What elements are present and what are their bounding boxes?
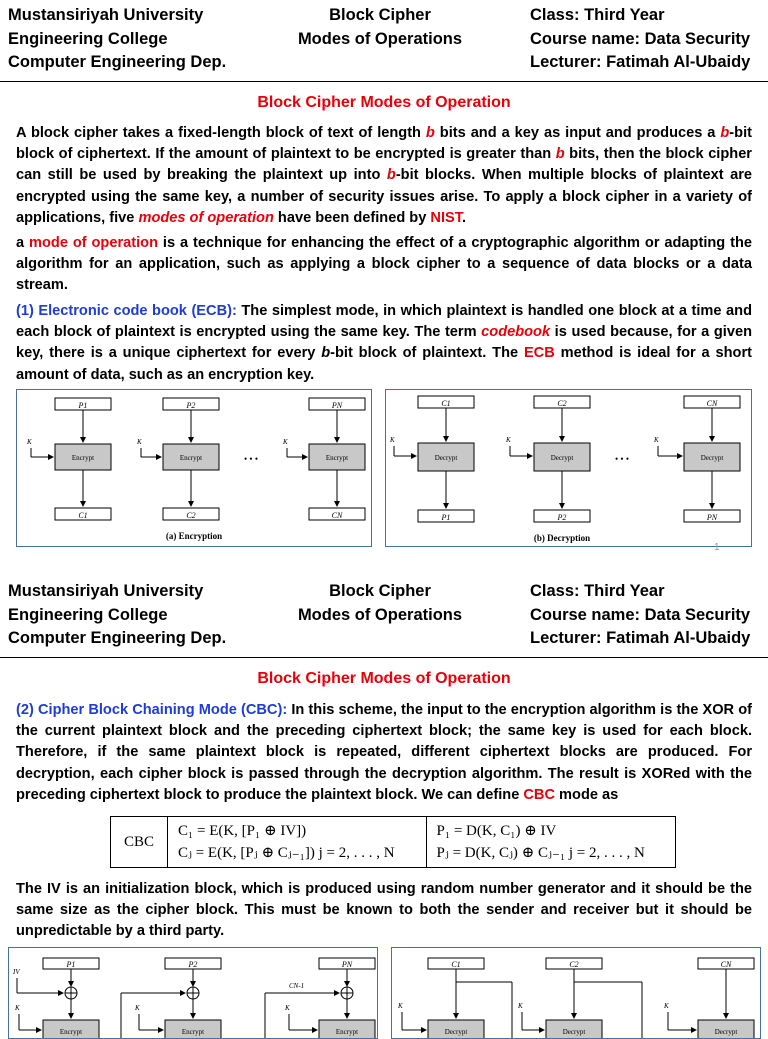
header-divider <box>0 81 768 82</box>
ecb-enc-output-2: C2 <box>186 511 196 520</box>
subject-name: Block Cipher <box>329 582 431 600</box>
cbc-enc-column-n <box>265 958 375 1038</box>
ecb-enc-input-1: P1 <box>78 401 88 410</box>
class-label: Class: Third Year <box>530 582 665 600</box>
cbc-enc-column-2 <box>121 958 221 1038</box>
ecb-dec-output-n: PN <box>706 513 718 522</box>
ecb-enc-column-2 <box>136 398 219 520</box>
ecb-decryption-diagram <box>386 390 751 546</box>
cbc-equations-table <box>110 816 676 868</box>
cbc-enc-column-1 <box>12 958 99 1038</box>
ecb-dec-column-2 <box>505 396 590 522</box>
cbc-dec-block-1: Decrypt <box>444 1028 468 1036</box>
lecturer-label: Lecturer: Fatimah Al-Ubaidy <box>530 53 751 71</box>
slide-2 <box>0 576 768 1036</box>
ecb-dec-ellipsis: • • • <box>615 454 629 464</box>
subject-subtitle: Modes of Operations <box>297 29 463 48</box>
cbc-dec-input-1: C1 <box>451 960 461 969</box>
ecb-decryption-figure <box>385 389 752 547</box>
cbc-table-label: CBC <box>111 817 168 868</box>
cbc-decryption-diagram <box>392 948 760 1038</box>
cbc-dec-block-2: Decrypt <box>562 1028 586 1036</box>
mode-definition-paragraph: a mode of operation is a technique for enhancing the effect of a cryptographic algorithm or adapting the algorithm for an application, such as applying a block cipher to a sequence of data blocks or a data stream. <box>16 235 752 294</box>
page-title: Block Cipher Modes of Operation <box>257 94 511 111</box>
cbc-dec-input-2: C2 <box>569 960 579 969</box>
ecb-enc-block-n: Encrypt <box>325 454 349 462</box>
ecb-enc-key-n: K <box>283 438 288 446</box>
ecb-dec-key-2: K <box>506 436 511 444</box>
cbc-dec-key-1: K <box>398 1002 403 1010</box>
cbc-dec-column-1 <box>397 958 512 1038</box>
ecb-enc-column-n <box>282 398 365 520</box>
university-name: Mustansiriyah University <box>8 582 204 600</box>
class-label: Class: Third Year <box>530 6 665 24</box>
ecb-enc-output-1: C1 <box>78 511 88 520</box>
cbc-encryption-equations <box>168 817 427 868</box>
ecb-dec-input-n: CN <box>706 399 718 408</box>
intro-paragraph: A block cipher takes a fixed-length block of text of length b bits and a key as input and produces a b-bit block of ciphertext. If the amount of plaintext to be encrypted is greater than b bits, then the block cipher can still be used by breaking the plaintext up into b-bit blocks. When multiple blocks of plaintext are encrypted using the same key, a number of security issues arise. To apply a block cipher in a variety of applications, five modes of operation have been defined by NIST. <box>16 125 752 226</box>
ecb-dec-output-1: P1 <box>441 513 451 522</box>
university-name: Mustansiriyah University <box>8 6 204 24</box>
subject-subtitle: Modes of Operations <box>297 605 463 624</box>
ecb-dec-key-n: K <box>654 436 659 444</box>
college-name: Engineering College <box>8 29 168 48</box>
ecb-enc-block-1: Encrypt <box>71 454 95 462</box>
lecturer-label: Lecturer: Fatimah Al-Ubaidy <box>530 629 751 647</box>
cbc-dec-eq-2: Pⱼ = D(K, Cⱼ) ⊕ Cⱼ₋₁ j = 2, . . . , N <box>436 845 645 861</box>
iv-paragraph: The IV is an initialization block, which is produced using random number generator and it should be the same size as the cipher block. This must be known to both the sender and receiver but it should be unpredictable by a third party. <box>16 881 752 940</box>
ecb-enc-key-2: K <box>137 438 142 446</box>
cbc-decryption-figure <box>391 947 761 1039</box>
cbc-dec-block-n: Decrypt <box>714 1028 738 1036</box>
cbc-encryption-figure <box>8 947 378 1039</box>
cbc-enc-input-n: PN <box>341 960 353 969</box>
course-label: Course name: Data Security <box>530 605 751 624</box>
cbc-dec-input-n: CN <box>720 960 732 969</box>
cbc-enc-chain-label: CN-1 <box>289 982 305 990</box>
cbc-dec-eq-1: P₁ = D(K, C₁) ⊕ IV <box>436 823 557 839</box>
cbc-enc-key-1: K <box>15 1004 20 1012</box>
cbc-enc-input-1: P1 <box>66 960 76 969</box>
ecb-dec-column-n <box>653 396 740 522</box>
ecb-enc-ellipsis: • • • <box>244 454 258 464</box>
ecb-encryption-diagram <box>17 390 371 546</box>
ecb-dec-block-n: Decrypt <box>700 454 724 462</box>
page-number: 1 <box>714 542 720 553</box>
ecb-paragraph: (1) Electronic code book (ECB): The simplest mode, in which plaintext is handled one block at a time and each block of plaintext is encrypted using the same key. The term codebook is used because, for a given key, there is a unique ciphertext for every b-bit block of plaintext. The ECB method is ideal for a short amount of data, such as an encryption key. <box>16 303 753 383</box>
ecb-dec-output-2: P2 <box>557 513 567 522</box>
cbc-enc-key-2: K <box>135 1004 140 1012</box>
college-name: Engineering College <box>8 605 168 624</box>
cbc-dec-key-n: K <box>664 1002 669 1010</box>
cbc-dec-key-2: K <box>518 1002 523 1010</box>
ecb-enc-caption: (a) Encryption <box>165 531 223 541</box>
cbc-enc-eq-2: Cⱼ = E(K, [Pⱼ ⊕ Cⱼ₋₁]) j = 2, . . . , N <box>178 845 395 861</box>
ecb-dec-input-2: C2 <box>557 399 567 408</box>
cbc-encryption-diagram <box>9 948 377 1038</box>
cbc-paragraph: (2) Cipher Block Chaining Mode (CBC): In this scheme, the input to the encryption algorithm is the XOR of the current plaintext block and the preceding ciphertext block; the same key is used for each block. Therefore, if the same plaintext block is repeated, different ciphertext blocks are produced. For decryption, each cipher block is passed through the decryption algorithm. The result is XORed with the preceding ciphertext block to produce the plaintext block. We can define CBC mode as <box>16 702 752 803</box>
ecb-dec-block-1: Decrypt <box>434 454 458 462</box>
ecb-encryption-figure <box>16 389 372 547</box>
ecb-enc-key-1: K <box>27 438 32 446</box>
ecb-dec-caption: (b) Decryption <box>533 533 591 543</box>
cbc-dec-column-2 <box>517 958 642 1038</box>
cbc-enc-block-n: Encrypt <box>335 1028 359 1036</box>
course-label: Course name: Data Security <box>530 29 751 48</box>
cbc-enc-iv: IV <box>13 968 20 976</box>
ecb-enc-column-1 <box>26 398 111 520</box>
ecb-enc-input-2: P2 <box>186 401 196 410</box>
cbc-decryption-equations <box>426 817 675 868</box>
cbc-dec-column-n <box>663 958 754 1038</box>
cbc-enc-block-2: Encrypt <box>181 1028 205 1036</box>
subject-name: Block Cipher <box>329 6 431 24</box>
ecb-enc-input-n: PN <box>331 401 343 410</box>
ecb-enc-output-n: CN <box>331 511 343 520</box>
header-divider <box>0 657 768 658</box>
ecb-dec-column-1 <box>389 396 474 522</box>
ecb-enc-block-2: Encrypt <box>179 454 203 462</box>
cbc-enc-input-2: P2 <box>188 960 198 969</box>
cbc-enc-block-1: Encrypt <box>59 1028 83 1036</box>
cbc-enc-eq-1: C₁ = E(K, [P₁ ⊕ IV]) <box>178 823 307 839</box>
cbc-enc-key-n: K <box>285 1004 290 1012</box>
department-name: Computer Engineering Dep. <box>8 629 227 647</box>
page-title: Block Cipher Modes of Operation <box>257 670 511 687</box>
ecb-dec-block-2: Decrypt <box>550 454 574 462</box>
department-name: Computer Engineering Dep. <box>8 53 227 71</box>
ecb-dec-key-1: K <box>390 436 395 444</box>
ecb-dec-input-1: C1 <box>441 399 451 408</box>
